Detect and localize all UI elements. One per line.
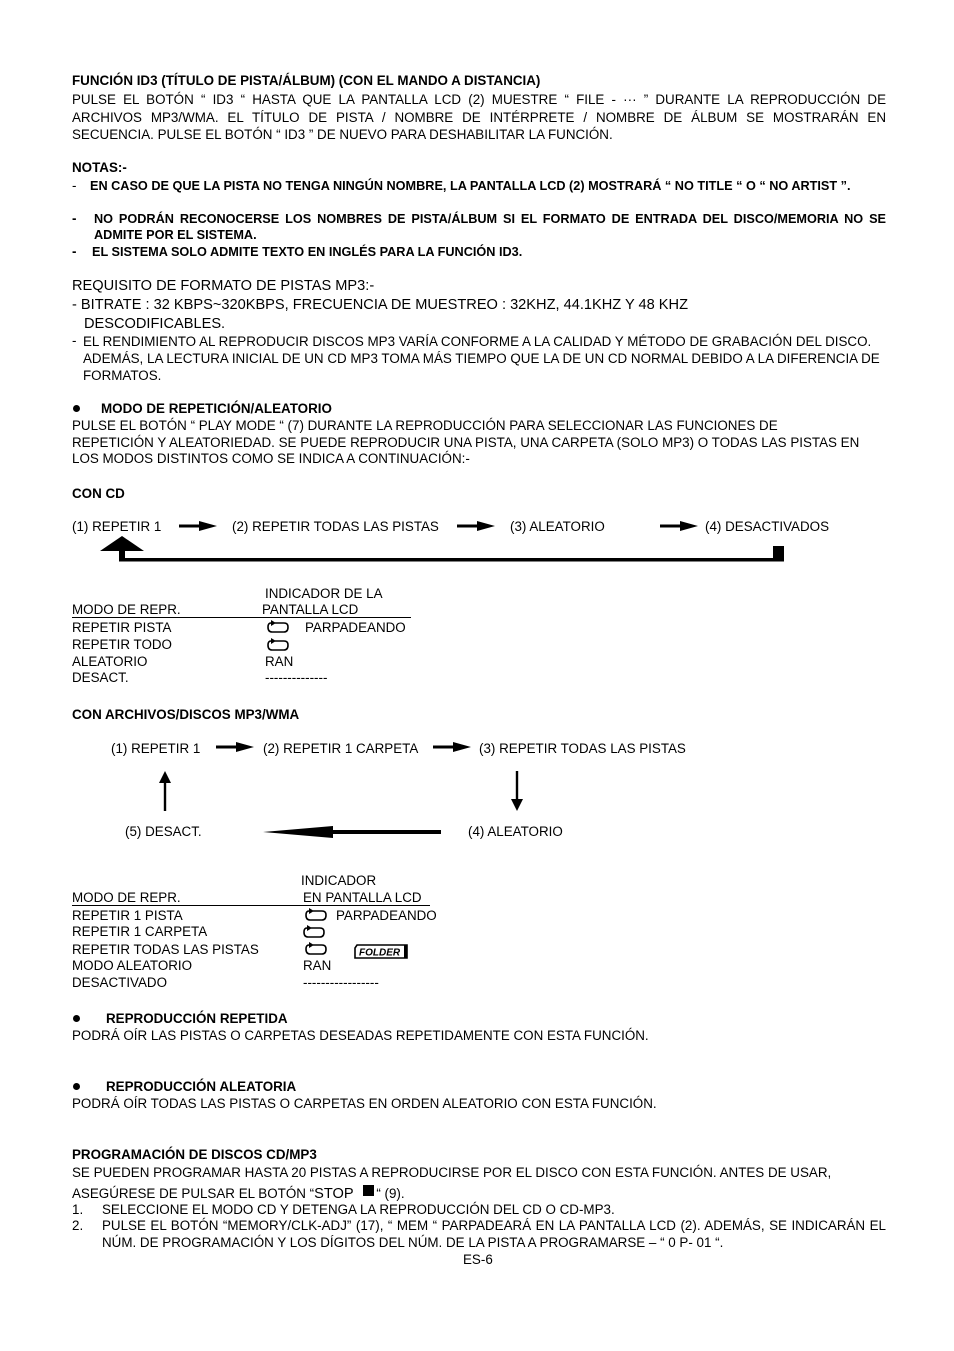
bullet-icon: [73, 405, 80, 412]
note-dash-req: -: [72, 333, 77, 348]
cd-table-head-indicator: INDICADOR DE LA: [265, 586, 383, 601]
mp3-req-item-1: - BITRATE : 32 KBPS~320KBPS, FRECUENCIA DE MUESTREO : 32KHZ, 44.1KHZ Y 48 KHZ: [72, 297, 688, 313]
mp3-step-3: (3) REPETIR TODAS LAS PISTAS: [479, 741, 686, 756]
mp3-table-row-ind: -----------------: [303, 975, 379, 990]
stop-icon: [363, 1185, 374, 1196]
mp3-table-head-lcd: EN PANTALLA LCD: [303, 890, 422, 905]
cd-table-row-ind: RAN: [265, 654, 294, 669]
cd-table-row-ind: PARPADEANDO: [305, 620, 406, 635]
mp3-table-head-mode: MODO DE REPR.: [72, 890, 181, 905]
cd-step-1: (1) REPETIR 1: [72, 519, 162, 534]
mp3-table-row-ind: PARPADEANDO: [336, 908, 437, 923]
arrow-right-icon: [433, 742, 471, 752]
arrow-right-icon: [179, 521, 217, 531]
programming-paragraph-2: [72, 1185, 405, 1202]
repeat-mode-title: MODO DE REPETICIÓN/ALEATORIO: [101, 401, 332, 416]
id3-title: FUNCIÓN ID3 (TÍTULO DE PISTA/ÁLBUM) (CON EL MANDO A DISTANCIA): [72, 73, 541, 88]
bullet-icon: [73, 1015, 80, 1022]
note-1: EN CASO DE QUE LA PISTA NO TENGA NINGÚN NOMBRE, LA PANTALLA LCD (2) MOSTRARÁ “ NO TITLE “ O “ NO ARTIST ”.: [90, 179, 851, 193]
programming-paragraph-1: SE PUEDEN PROGRAMAR HASTA 20 PISTAS A REPRODUCIRSE POR EL DISCO CON ESTA FUNCIÓN. ANTES DE USAR,: [72, 1165, 832, 1180]
cd-step-3: (3) ALEATORIO: [510, 519, 605, 534]
mp3-table-row-mode: DESACTIVADO: [72, 975, 167, 990]
cd-table-row-mode: ALEATORIO: [72, 654, 148, 669]
arrow-right-icon: [660, 521, 698, 531]
programming-step-2: PULSE EL BOTÓN “MEMORY/CLK-ADJ” (17), “ MEM “ PARPADEARÁ EN LA PANTALLA LCD (2). ADEMÁS, SE INDICARÁN EL NÚM. DE PROGRAMACIÓN Y LOS DÍGITOS DEL NÚM. DE LA PISTA A PROGRAMARSE – “ 0 P- 01 “.: [102, 1218, 886, 1250]
note-dash-3: -: [72, 244, 77, 259]
cd-table-head-lcd: PANTALLA LCD: [262, 602, 359, 617]
cd-table-head-mode: MODO DE REPR.: [72, 602, 181, 617]
arrow-left-icon: [263, 826, 441, 838]
mp3-step-4: (4) ALEATORIO: [468, 824, 563, 839]
id3-paragraph: PULSE EL BOTÓN “ ID3 “ HASTA QUE LA PANTALLA LCD (2) MUESTRE “ FILE - ··· ” DURANTE LA REPRODUCCIÓN DE ARCHIVOS MP3/WMA. EL TÍTULO DE PISTA / NOMBRE DE INTÉRPRETE / NOMBRE DE ÁLBUM SE MOSTRARÁN EN SECUENCIA. PULSE EL BOTÓN “ ID3 ” DE NUEVO PARA DESHABILITAR LA FUNCIÓN.: [72, 92, 886, 142]
mp3-step-2: (2) REPETIR 1 CARPETA: [263, 741, 419, 756]
repeat-icon: [305, 908, 327, 922]
mp3-req-title: REQUISITO DE FORMATO DE PISTAS MP3:-: [72, 278, 375, 294]
repeat-icon: [305, 942, 327, 956]
table-underline: [72, 617, 411, 618]
notes-title: NOTAS:-: [72, 160, 127, 175]
cd-table-row-mode: REPETIR TODO: [72, 637, 172, 652]
mp3-table-row-ind: RAN: [303, 958, 332, 973]
mp3-req-item-1b: DESCODIFICABLES.: [84, 316, 226, 332]
step-number-1: 1.: [72, 1202, 84, 1217]
page-number: ES-6: [463, 1252, 493, 1267]
arrow-right-icon: [216, 742, 254, 752]
stop-label: STOP: [314, 1186, 354, 1202]
cd-step-2: (2) REPETIR TODAS LAS PISTAS: [232, 519, 439, 534]
repeat-icon: [303, 925, 325, 939]
note-3: EL SISTEMA SOLO ADMITE TEXTO EN INGLÉS PARA LA FUNCIÓN ID3.: [92, 245, 523, 259]
mp3-table-row-mode: REPETIR 1 CARPETA: [72, 924, 208, 939]
note-dash-1: -: [72, 178, 77, 193]
bullet-icon: [73, 1083, 80, 1090]
repeat-icon: [267, 638, 289, 652]
step-number-2: 2.: [72, 1218, 84, 1233]
mp3-req-item-2: EL RENDIMIENTO AL REPRODUCIR DISCOS MP3 VARÍA CONFORME A LA CALIDAD Y MÉTODO DE GRABACIÓN DEL DISCO. ADEMÁS, LA LECTURA INICIAL DE UN CD MP3 TOMA MÁS TIEMPO QUE LA DE UN CD NORMAL DEBIDO A LA DIFERENCIA DE FORMATOS.: [83, 334, 880, 383]
return-arrow-icon: [100, 536, 790, 566]
repeat-icon: [267, 620, 289, 634]
mp3-step-1: (1) REPETIR 1: [111, 741, 201, 756]
random-playback-title: REPRODUCCIÓN ALEATORIA: [106, 1079, 297, 1094]
mp3-step-5: (5) DESACT.: [125, 824, 202, 839]
mp3-table-row-mode: REPETIR 1 PISTA: [72, 908, 183, 923]
random-playback-paragraph: PODRÁ OÍR TODAS LAS PISTAS O CARPETAS EN ORDEN ALEATORIO CON ESTA FUNCIÓN.: [72, 1096, 657, 1111]
mp3-table-head-indicator: INDICADOR: [301, 873, 377, 888]
cd-title: CON CD: [72, 486, 125, 501]
folder-indicator-icon: [354, 944, 410, 959]
repeat-playback-title: REPRODUCCIÓN REPETIDA: [106, 1011, 288, 1026]
cd-table-row-mode: DESACT.: [72, 670, 129, 685]
mp3-title: CON ARCHIVOS/DISCOS MP3/WMA: [72, 707, 300, 722]
cd-table-row-ind: --------------: [265, 670, 328, 685]
programming-text: ASEGÚRESE DE PULSAR EL BOTÓN “: [72, 1186, 315, 1201]
mp3-table-row-mode: REPETIR TODAS LAS PISTAS: [72, 942, 259, 957]
repeat-mode-paragraph: PULSE EL BOTÓN “ PLAY MODE “ (7) DURANTE LA REPRODUCCIÓN PARA SELECCIONAR LAS FUNCIONES DE REPETICIÓN Y ALEATORIEDAD. SE PUEDE REPRODUCIR UNA PISTA, UNA CARPETA (SOLO MP3) O TODAS LAS PISTAS EN LOS MODOS DISTINTOS COMO SE INDICA A CONTINUACIÓN:-: [72, 418, 860, 467]
table-underline: [72, 905, 430, 906]
note-dash-2: -: [72, 211, 77, 226]
programming-text: “ (9).: [376, 1186, 405, 1201]
folder-label: FOLDER: [359, 947, 401, 959]
repeat-playback-paragraph: PODRÁ OÍR LAS PISTAS O CARPETAS DESEADAS REPETIDAMENTE CON ESTA FUNCIÓN.: [72, 1028, 649, 1043]
arrow-right-icon: [457, 521, 495, 531]
mp3-table-row-mode: MODO ALEATORIO: [72, 958, 193, 973]
programming-step-1: SELECCIONE EL MODO CD Y DETENGA LA REPRODUCCIÓN DEL CD O CD-MP3.: [102, 1202, 615, 1217]
arrow-down-icon: [511, 771, 523, 811]
note-2: NO PODRÁN RECONOCERSE LOS NOMBRES DE PISTA/ÁLBUM SI EL FORMATO DE ENTRADA DEL DISCO/MEMORIA NO SE ADMITE POR EL SISTEMA.: [94, 212, 886, 242]
arrow-up-icon: [159, 771, 171, 811]
programming-title: PROGRAMACIÓN DE DISCOS CD/MP3: [72, 1147, 317, 1162]
cd-table-row-mode: REPETIR PISTA: [72, 620, 172, 635]
cd-step-4: (4) DESACTIVADOS: [705, 519, 830, 534]
